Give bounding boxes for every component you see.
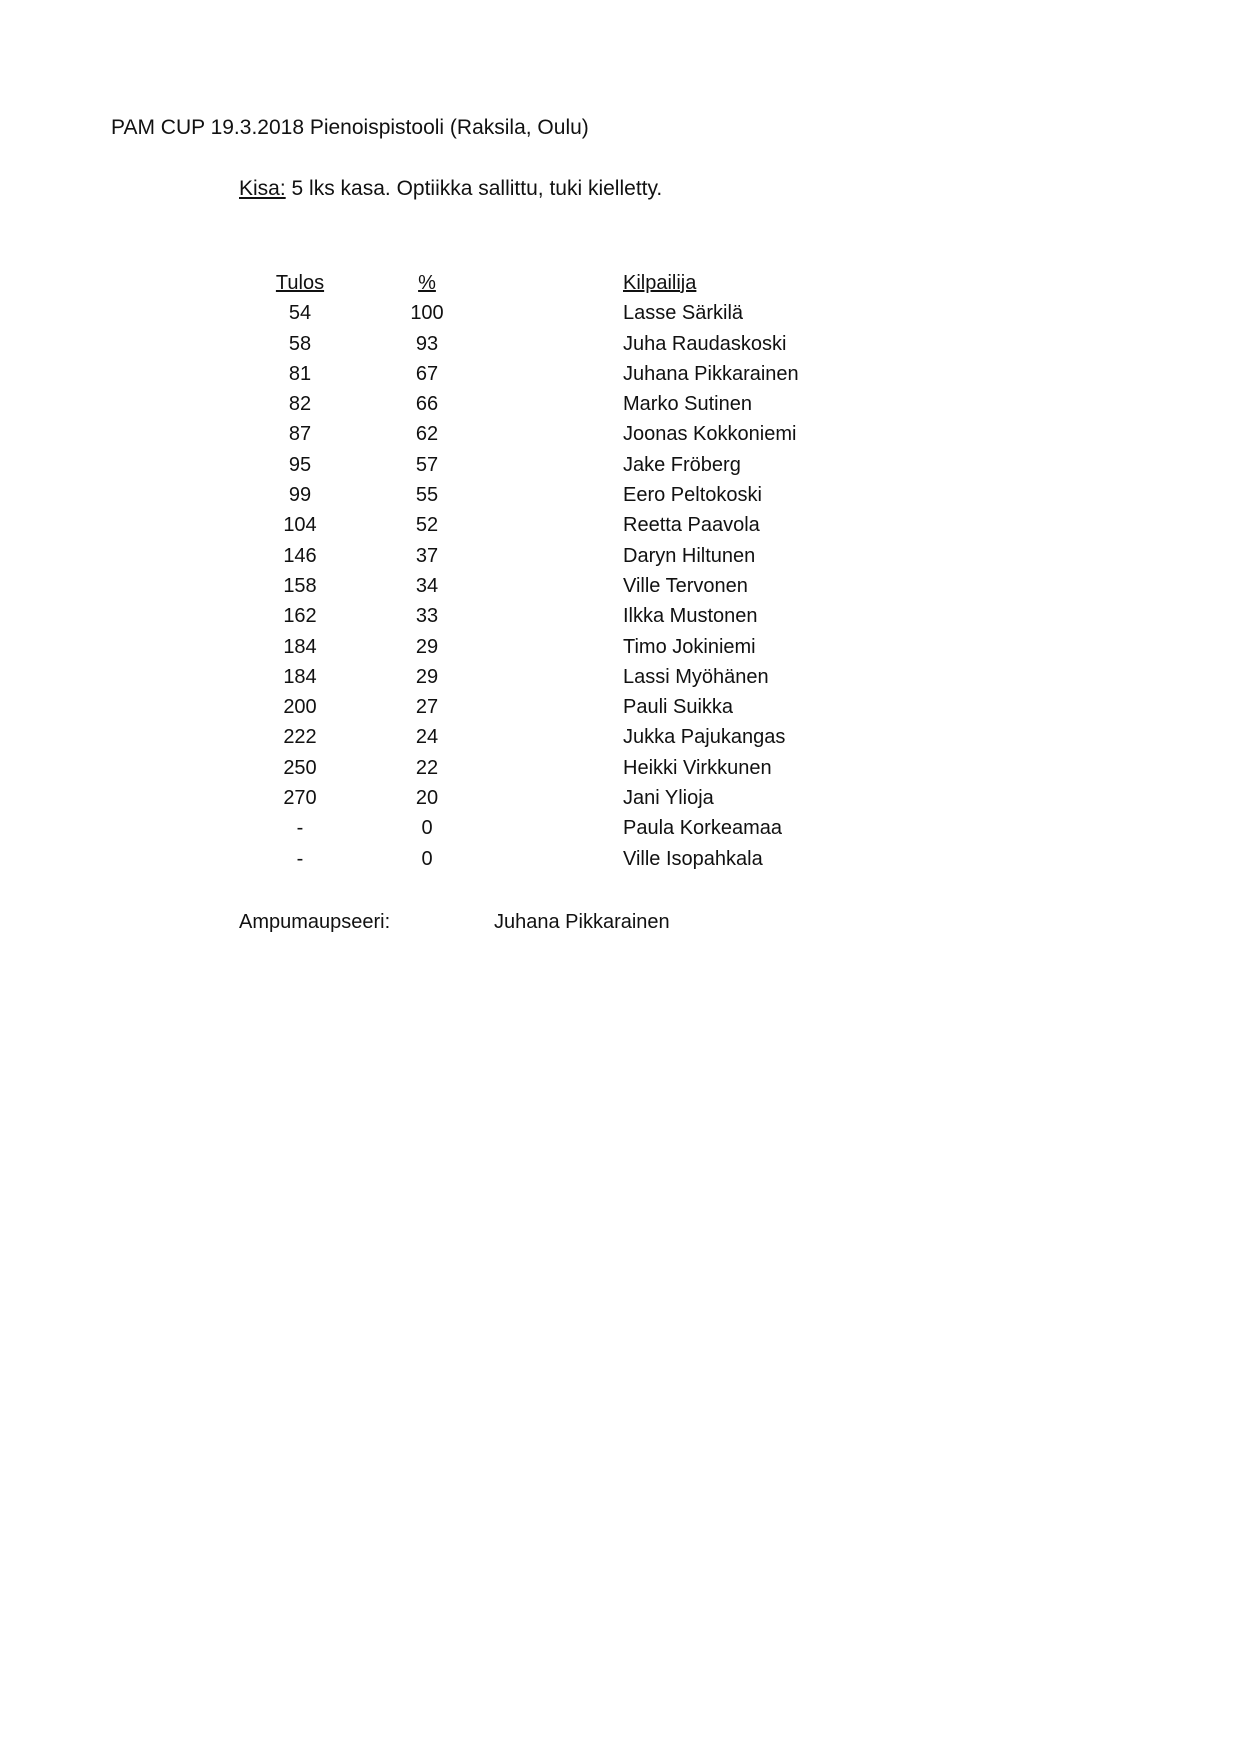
row-score: 95 <box>288 453 312 476</box>
table-row <box>0 510 1240 540</box>
range-officer-name: Juhana Pikkarainen <box>494 911 670 933</box>
row-score: 104 <box>283 514 317 537</box>
row-percent: 33 <box>415 605 439 628</box>
row-score: 146 <box>283 544 317 567</box>
table-row <box>0 632 1240 662</box>
row-score: 54 <box>288 302 312 325</box>
table-row <box>0 389 1240 419</box>
row-percent: 0 <box>421 817 433 840</box>
header-percent: % <box>418 272 436 294</box>
row-percent: 20 <box>415 787 439 810</box>
row-competitor: Juha Raudaskoski <box>623 332 787 355</box>
table-row <box>0 722 1240 752</box>
row-percent: 66 <box>415 393 439 416</box>
row-percent: 37 <box>415 544 439 567</box>
table-row <box>0 813 1240 843</box>
row-competitor: Lassi Myöhänen <box>623 665 769 688</box>
table-row <box>0 541 1240 571</box>
table-row <box>0 450 1240 480</box>
row-score: 250 <box>283 756 317 779</box>
table-row <box>0 419 1240 449</box>
table-row <box>0 480 1240 510</box>
row-score: - <box>296 847 304 870</box>
header-competitor: Kilpailija <box>623 272 697 294</box>
table-row <box>0 692 1240 722</box>
row-score: 184 <box>283 665 317 688</box>
row-competitor: Ville Isopahkala <box>623 847 763 870</box>
row-competitor: Juhana Pikkarainen <box>623 362 799 385</box>
row-percent: 67 <box>415 362 439 385</box>
row-percent: 93 <box>415 332 439 355</box>
table-row <box>0 571 1240 601</box>
row-score: 162 <box>283 605 317 628</box>
row-percent: 29 <box>415 635 439 658</box>
row-score: 81 <box>288 362 312 385</box>
results-table <box>0 268 1240 874</box>
row-percent: 22 <box>415 756 439 779</box>
row-percent: 24 <box>415 726 439 749</box>
table-header-row <box>0 268 1240 298</box>
row-competitor: Jake Fröberg <box>623 453 741 476</box>
range-officer <box>0 906 1240 938</box>
row-score: 222 <box>283 726 317 749</box>
row-percent: 27 <box>415 696 439 719</box>
row-competitor: Paula Korkeamaa <box>623 817 782 840</box>
row-competitor: Marko Sutinen <box>623 393 752 416</box>
row-percent: 62 <box>415 423 439 446</box>
header-score: Tulos <box>275 272 325 294</box>
row-percent: 34 <box>415 574 439 597</box>
range-officer-label: Ampumaupseeri: <box>239 911 391 933</box>
competition-label: Kisa: <box>239 177 286 200</box>
table-row <box>0 844 1240 874</box>
row-percent: 55 <box>415 484 439 507</box>
row-score: 200 <box>283 696 317 719</box>
table-row <box>0 601 1240 631</box>
row-percent: 52 <box>415 514 439 537</box>
row-competitor: Pauli Suikka <box>623 696 734 719</box>
row-percent: 0 <box>421 847 433 870</box>
competition-description <box>239 177 662 201</box>
document-title: PAM CUP 19.3.2018 Pienoispistooli (Raksila, Oulu) <box>111 116 589 139</box>
row-competitor: Reetta Paavola <box>623 514 760 537</box>
table-row <box>0 783 1240 813</box>
row-score: 99 <box>288 484 312 507</box>
table-row <box>0 298 1240 328</box>
row-competitor: Lasse Särkilä <box>623 302 744 325</box>
row-competitor: Joonas Kokkoniemi <box>623 423 797 446</box>
row-score: 58 <box>288 332 312 355</box>
row-competitor: Ilkka Mustonen <box>623 605 758 628</box>
row-percent: 100 <box>410 302 444 325</box>
table-row <box>0 753 1240 783</box>
row-competitor: Ville Tervonen <box>623 574 748 597</box>
row-score: 184 <box>283 635 317 658</box>
competition-text: 5 lks kasa. Optiikka sallittu, tuki kielletty. <box>285 177 663 200</box>
row-score: 270 <box>283 787 317 810</box>
row-score: 158 <box>283 574 317 597</box>
row-competitor: Timo Jokiniemi <box>623 635 756 658</box>
table-row <box>0 359 1240 389</box>
row-percent: 57 <box>415 453 439 476</box>
row-competitor: Daryn Hiltunen <box>623 544 756 567</box>
table-body <box>0 298 1240 874</box>
row-competitor: Eero Peltokoski <box>623 484 762 507</box>
table-row <box>0 662 1240 692</box>
table-row <box>0 329 1240 359</box>
row-competitor: Heikki Virkkunen <box>623 756 772 779</box>
row-score: 87 <box>288 423 312 446</box>
row-score: - <box>296 817 304 840</box>
row-competitor: Jukka Pajukangas <box>623 726 786 749</box>
row-competitor: Jani Ylioja <box>623 787 714 810</box>
row-score: 82 <box>288 393 312 416</box>
row-percent: 29 <box>415 665 439 688</box>
